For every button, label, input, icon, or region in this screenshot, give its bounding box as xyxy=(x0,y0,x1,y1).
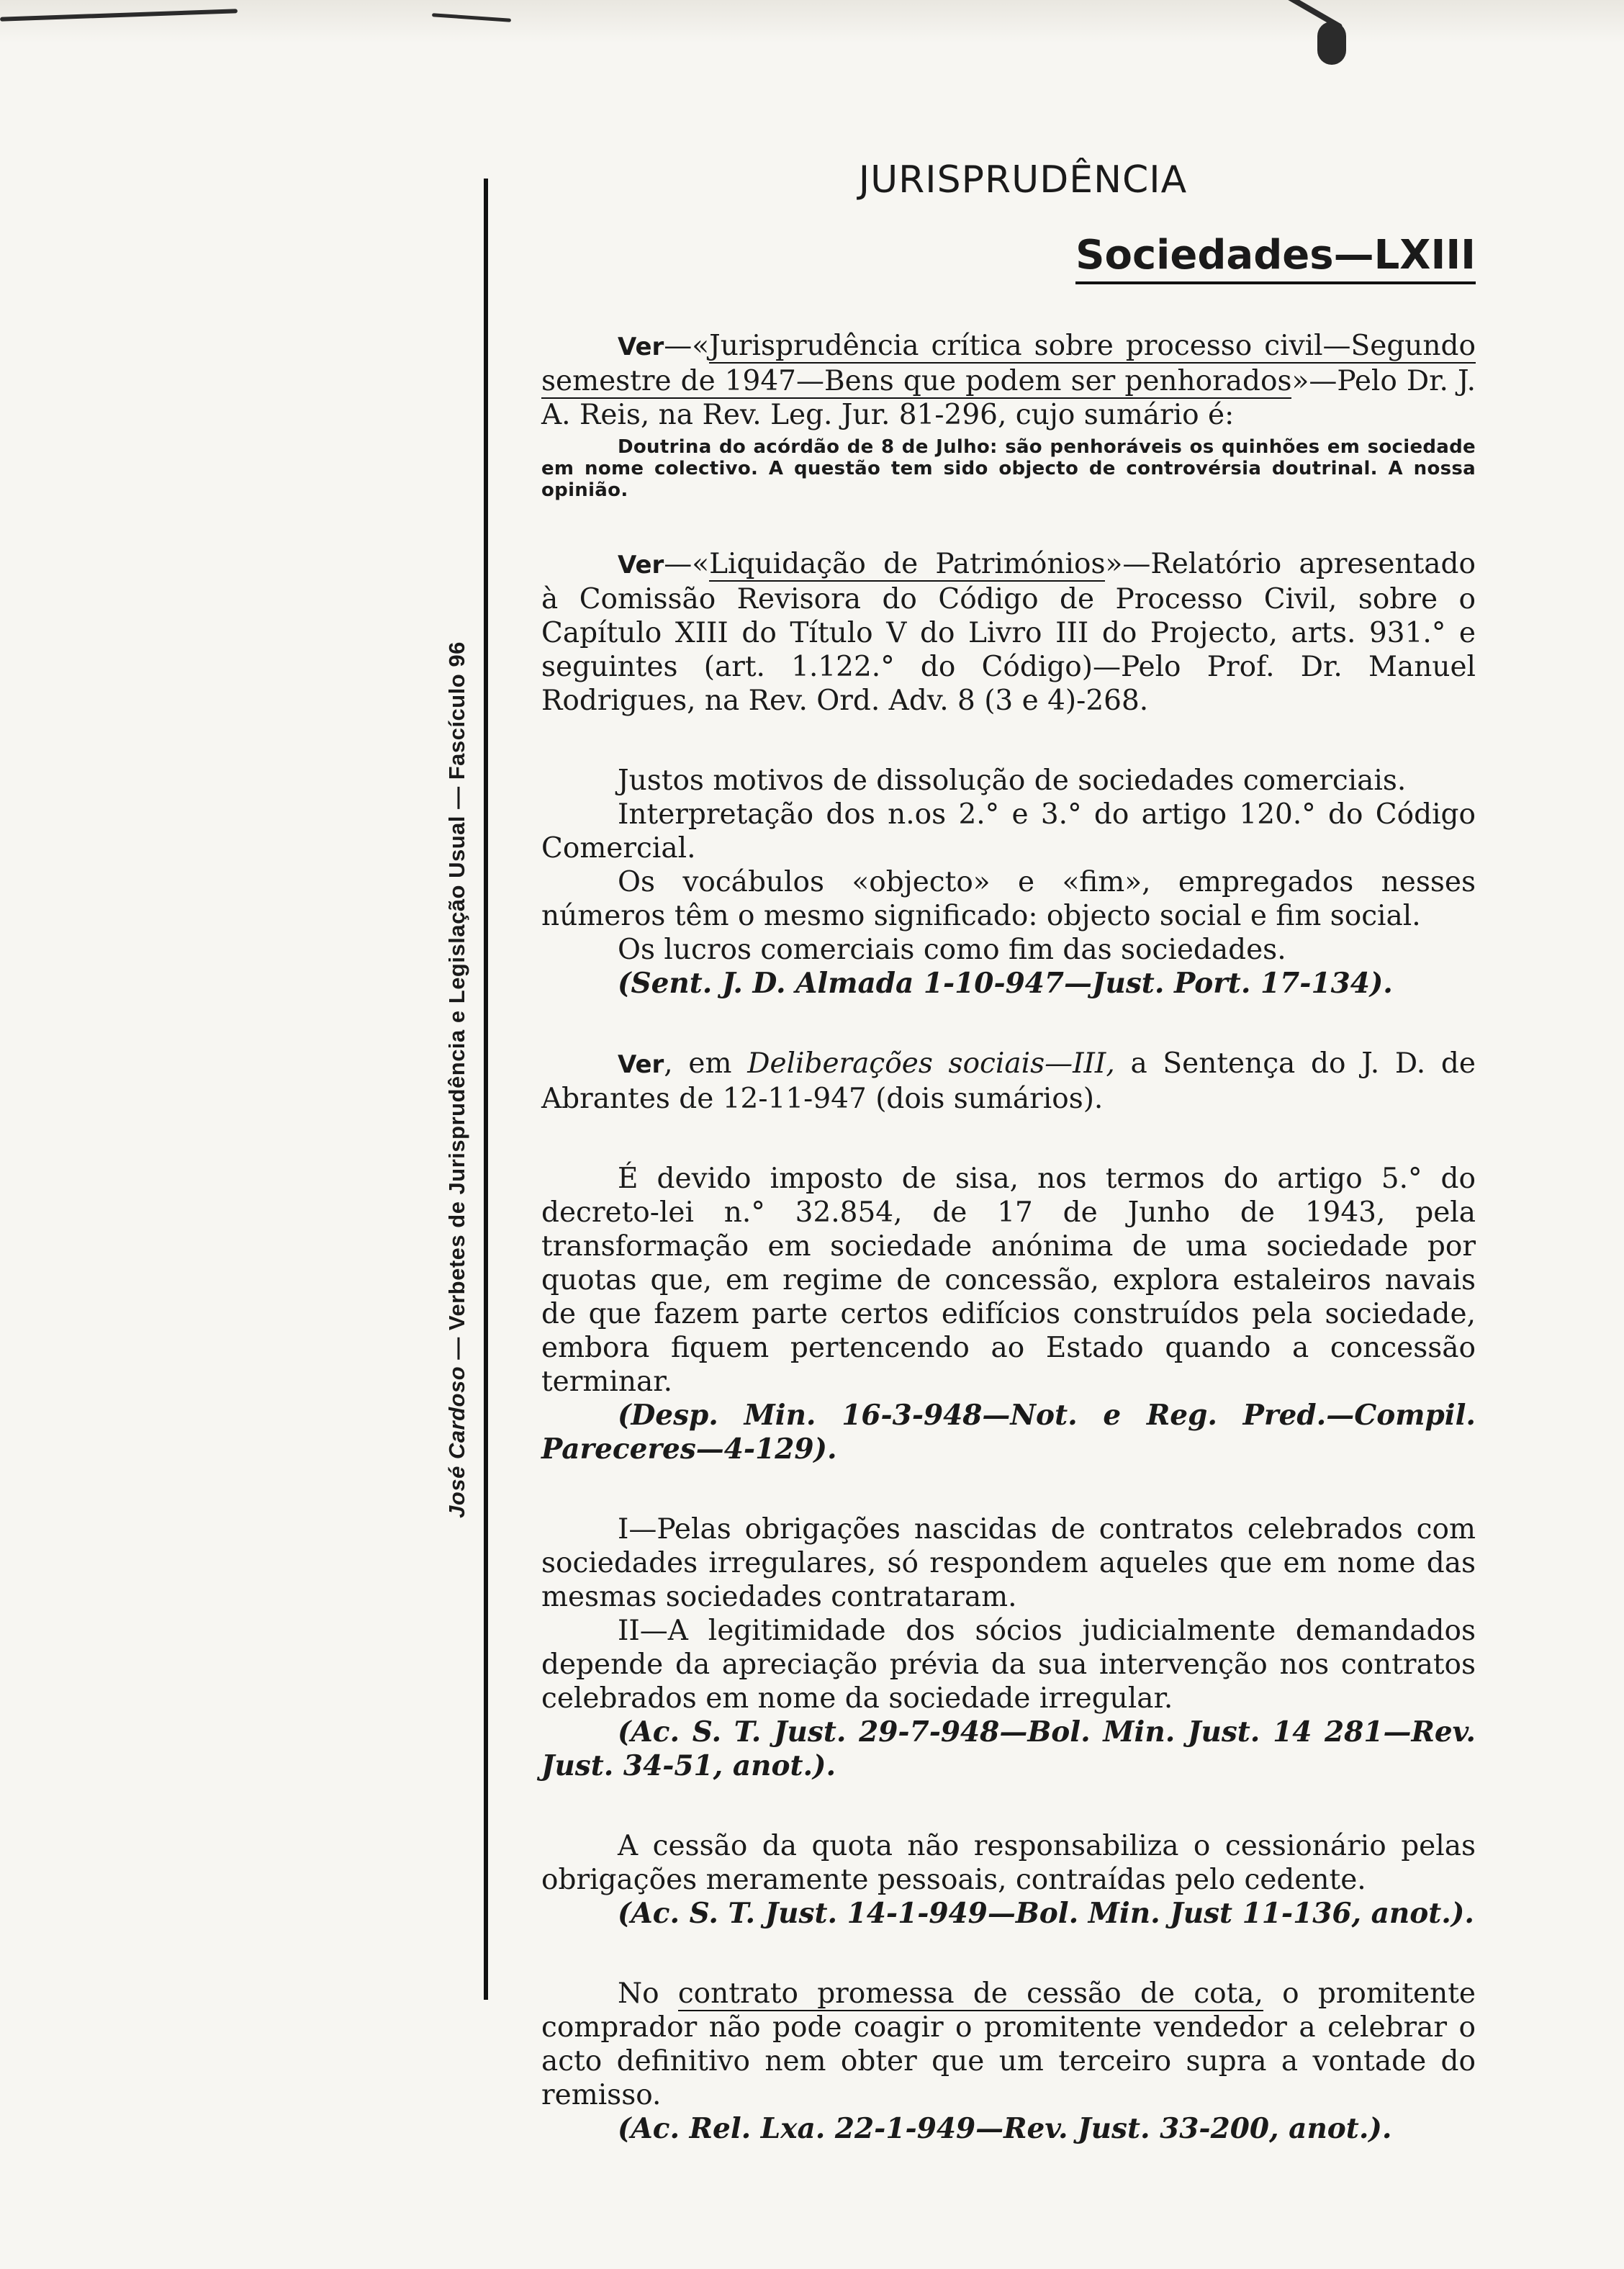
page-edge-shadow xyxy=(0,0,1624,43)
entry-6 xyxy=(541,1512,1476,1783)
entry-6-citation: (Ac. S. T. Just. 29-7-948—Bol. Min. Just. 14 281—Rev. Just. 34-51, anot.). xyxy=(541,1715,1476,1782)
page-header: JURISPRUDÊNCIA xyxy=(858,158,1188,202)
entry-4 xyxy=(541,1047,1476,1116)
ver-label: Ver xyxy=(618,1050,664,1079)
entry-1-title: Jurisprudência crítica sobre processo civil—Segundo semestre de 1947—Bens que podem ser penhorados xyxy=(541,330,1476,397)
entry-1-text xyxy=(541,329,1476,432)
ver-label: Ver xyxy=(618,551,664,579)
page-content xyxy=(541,158,1476,2192)
entry-2-punct: —« xyxy=(664,548,710,580)
entry-8-citation: (Ac. Rel. Lxa. 22-1-949—Rev. Just. 33-200, anot.). xyxy=(618,2112,1392,2145)
entry-1-summary: Doutrina do acórdão de 8 de Julho: são penhoráveis os quinhões em sociedade em nome colectivo. A questão tem sido objecto de controvérsia doutrinal. A nossa opinião. xyxy=(541,436,1476,501)
entry-4-reference: Deliberações sociais—III, xyxy=(747,1047,1115,1080)
spine-author: José Cardoso xyxy=(444,1366,469,1518)
entry-3-line-1: Justos motivos de dissolução de sociedades comerciais. xyxy=(618,764,1407,797)
entry-8-lead: No xyxy=(618,1977,678,2010)
entry-1 xyxy=(541,329,1476,501)
entry-8 xyxy=(541,1977,1476,2146)
entry-6-item-2: II—A legitimidade dos sócios judicialmente demandados depende da apreciação prévia da sua intervenção nos contratos celebrados em nome da sociedade irregular. xyxy=(541,1615,1476,1715)
entry-4-punct: , em xyxy=(664,1047,748,1080)
ver-label: Ver xyxy=(618,333,664,361)
entry-2-source: »—Relatório apresentado à Comissão Revisora do Código de Processo Civil, sobre o Capítulo XIII do Título V do Livro III do Projecto, arts. 931.° e seguintes (art. 1.122.° do Código)—Pelo Prof. Dr. Manuel Rodrigues, na Rev. Ord. Adv. 8 (3 e 4)-268. xyxy=(541,548,1476,717)
entry-6-item-1: I—Pelas obrigações nascidas de contratos celebrados com sociedades irregulares, só respondem aqueles que em nome das mesmas sociedades contrataram. xyxy=(541,1513,1476,1613)
entry-5-text: É devido imposto de sisa, nos termos do artigo 5.° do decreto-lei n.° 32.854, de 17 de Junho de 1943, pela transformação em sociedade anónima de uma sociedade por quotas que, em regime de concessão, explora estaleiros navais de que fazem parte certos edifícios construídos pela sociedade, embora fiquem pertencendo ao Estado quando a concessão terminar. xyxy=(541,1163,1476,1398)
scan-mark xyxy=(1317,22,1346,65)
entry-7-text: A cessão da quota não responsabiliza o cessionário pelas obrigações meramente pessoais, contraídas pelo cedente. xyxy=(541,1830,1476,1896)
entry-2-title: Liquidação de Patrimónios xyxy=(709,548,1106,580)
entry-8-subject: contrato promessa de cessão de cota, xyxy=(677,1977,1263,2010)
entry-8-text xyxy=(541,1977,1476,2112)
entry-3-line-4: Os lucros comerciais como fim das sociedades. xyxy=(618,934,1286,966)
entry-3-citation: (Sent. J. D. Almada 1-10-947—Just. Port. 17-134). xyxy=(618,967,1393,1000)
entry-8-rest: o promitente comprador não pode coagir o promitente vendedor a celebrar o acto definitivo nem obter que um terceiro supra a vontade do remisso. xyxy=(541,1977,1476,2111)
entry-5 xyxy=(541,1162,1476,1466)
section-title-text: Sociedades—LXIII xyxy=(1075,232,1476,284)
entry-4-rest: a Sentença do J. D. de Abrantes de 12-11-947 (dois sumários). xyxy=(541,1047,1476,1115)
entry-4-text xyxy=(541,1047,1476,1116)
section-title xyxy=(541,232,1476,279)
entry-2-text xyxy=(541,547,1476,718)
entry-3-line-2: Interpretação dos n.os 2.° e 3.° do artigo 120.° do Código Comercial. xyxy=(541,798,1476,865)
entry-1-source: »—Pelo Dr. J. A. Reis, na Rev. Leg. Jur. 81-296, cujo sumário é: xyxy=(541,365,1476,431)
entry-2 xyxy=(541,547,1476,718)
entry-3-line-3: Os vocábulos «objecto» e «fim», empregados nesses números têm o mesmo significado: objecto social e fim social. xyxy=(541,866,1476,932)
spine-caption xyxy=(421,576,493,1584)
entry-7-citation: (Ac. S. T. Just. 14-1-949—Bol. Min. Just 11-136, anot.). xyxy=(618,1897,1474,1930)
entry-1-punct: —« xyxy=(664,330,710,362)
entry-7 xyxy=(541,1829,1476,1931)
entry-3 xyxy=(541,764,1476,1001)
entry-5-citation: (Desp. Min. 16-3-948—Not. e Reg. Pred.—Compil. Pareceres—4-129). xyxy=(541,1399,1476,1466)
spine-text: — Verbetes de Jurisprudência e Legislação Usual — Fascículo 96 xyxy=(444,641,469,1366)
